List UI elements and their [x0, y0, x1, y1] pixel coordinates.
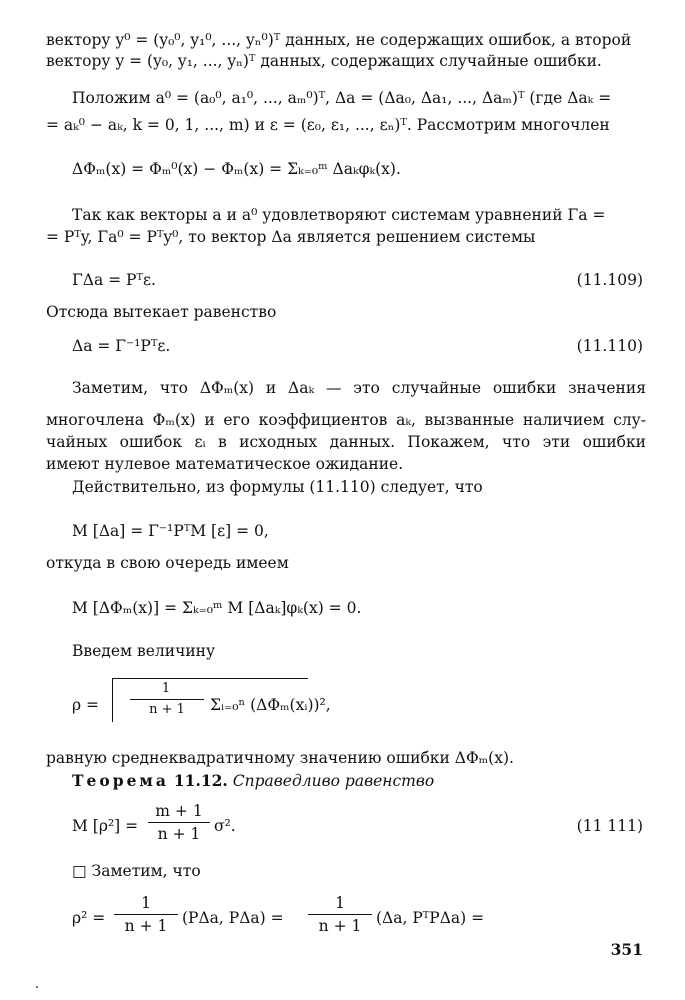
formula-rho-sum: Σᵢ₌₀ⁿ (ΔΦₘ(xᵢ))², — [210, 696, 331, 714]
text-line: равную среднеквадратичному значению ошибки ΔΦₘ(x). — [46, 749, 514, 767]
text-line: Заметим, что ΔΦₘ(x) и Δaₖ — это случайные ошибки значения — [72, 379, 646, 397]
text-line: имеют нулевое математическое ожидание. — [46, 455, 404, 473]
fraction-bar — [148, 822, 210, 823]
text-line: вектору y = (y₀, y₁, ..., yₙ)ᵀ данных, содержащих случайные ошибки. — [46, 52, 602, 70]
sqrt-sign — [112, 678, 113, 722]
fraction-numerator: 1 — [335, 894, 345, 912]
theorem-label: Теорема — [72, 771, 169, 790]
formula-theorem-lhs: M [ρ²] = — [72, 817, 139, 835]
text-line: откуда в свою очередь имеем — [46, 554, 289, 572]
scan-dot — [36, 986, 38, 988]
fraction-bar — [308, 914, 372, 915]
text-line: чайных ошибок εᵢ в исходных данных. Покажем, что эти ошибки — [46, 433, 646, 451]
page-number: 351 — [610, 940, 643, 959]
sqrt-bar — [112, 678, 308, 679]
formula-11-109: ΓΔa = Pᵀε. — [72, 271, 156, 289]
fraction-numerator: 1 — [141, 894, 151, 912]
fraction-bar — [114, 914, 178, 915]
fraction-numerator: m + 1 — [155, 802, 203, 820]
proof-start: □ Заметим, что — [72, 862, 201, 880]
text-line: Положим a⁰ = (a₀⁰, a₁⁰, ..., aₘ⁰)ᵀ, Δa = (Δa₀, Δa₁, ..., Δaₘ)ᵀ (где Δaₖ = — [72, 89, 612, 107]
text-line: Действительно, из формулы (11.110) следует, что — [72, 478, 483, 496]
text-line: многочлена Φₘ(x) и его коэффициентов aₖ, вызванные наличием слу- — [46, 411, 646, 429]
text-line: вектору y⁰ = (y₀⁰, y₁⁰, ..., yₙ⁰)ᵀ данных, не содержащих ошибок, а второй — [46, 31, 632, 49]
text-line: Отсюда вытекает равенство — [46, 303, 277, 321]
formula-rho-squared-lhs: ρ² = — [72, 909, 106, 927]
formula-expectation-delta-phi: M [ΔΦₘ(x)] = Σₖ₌₀ᵐ M [Δaₖ]φₖ(x) = 0. — [72, 599, 362, 617]
theorem-statement: Справедливо равенство — [232, 772, 435, 790]
fraction-denominator: n + 1 — [157, 825, 201, 843]
formula-rho-lhs: ρ = — [72, 696, 100, 714]
formula-11-110: Δa = Γ⁻¹Pᵀε. — [72, 337, 171, 355]
equation-number: (11.110) — [576, 337, 643, 355]
formula-delta-phi: ΔΦₘ(x) = Φₘ⁰(x) − Φₘ(x) = Σₖ₌₀ᵐ Δaₖφₖ(x). — [72, 160, 401, 178]
fraction-denominator: n + 1 — [149, 702, 185, 717]
fraction-denominator: n + 1 — [124, 917, 168, 935]
text-line: = Pᵀy, Γa⁰ = Pᵀy⁰, то вектор Δa является решением системы — [46, 228, 536, 246]
formula-expectation-delta-a: M [Δa] = Γ⁻¹PᵀM [ε] = 0, — [72, 522, 269, 540]
theorem-number: 11.12. — [173, 771, 228, 790]
fraction-bar — [130, 699, 204, 700]
equation-number: (11 111) — [576, 817, 643, 835]
text-line: = aₖ⁰ − aₖ, k = 0, 1, ..., m) и ε = (ε₀, ε₁, ..., εₙ)ᵀ. Рассмотрим многочлен — [46, 116, 610, 134]
fraction-numerator: 1 — [161, 681, 171, 696]
formula-rho-squared-end: (Δa, PᵀPΔa) = — [376, 909, 485, 927]
text-line: Введем величину — [72, 642, 216, 660]
formula-rho-squared-mid: (PΔa, PΔa) = — [182, 909, 284, 927]
equation-number: (11.109) — [576, 271, 643, 289]
theorem-line — [72, 771, 434, 791]
fraction-denominator: n + 1 — [318, 917, 362, 935]
text-line: Так как векторы a и a⁰ удовлетворяют системам уравнений Γa = — [72, 206, 606, 224]
formula-theorem-rest: σ². — [214, 817, 236, 835]
